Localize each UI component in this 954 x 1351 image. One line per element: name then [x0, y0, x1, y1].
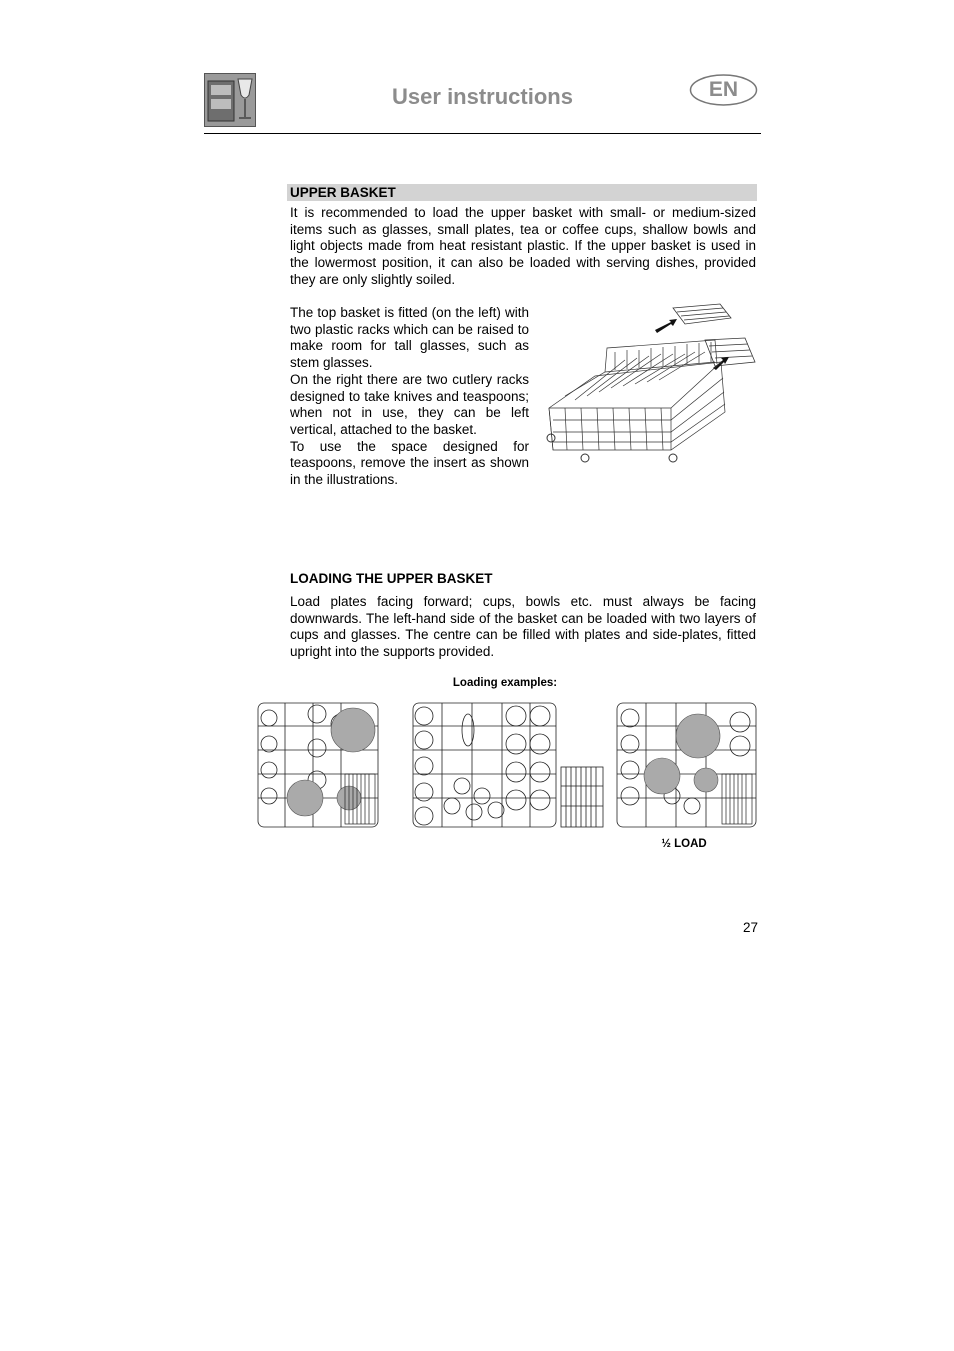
- loading-example-full-center: [412, 700, 557, 830]
- examples-caption: Loading examples:: [452, 677, 558, 689]
- intro-paragraph: It is recommended to load the upper basket with small- or medium-sized items such as glasses, small plates, tea or coffee cups, shallow bowls and light objects made from heat resistant plastic. If the upper basket is used in the lowermost position, it can also be loaded with serving dishes, provided they are only slightly soiled.: [290, 205, 756, 287]
- language-code: EN: [708, 78, 739, 101]
- loading-example-full-left: [257, 700, 379, 830]
- teaspoon-paragraph: To use the space designed for teaspoons, remove the insert as shown in the illustrations.: [290, 438, 529, 488]
- upper-basket-illustration: [545, 300, 758, 470]
- dishwasher-logo-icon: [204, 73, 256, 127]
- loading-paragraph: Load plates facing forward; cups, bowls etc. must always be facing downwards. The left-hand side of the basket can be loaded with two layers of cups and glasses. The centre can be filled with plates and side-plates, fitted upright into the supports provided.: [290, 594, 756, 660]
- cutlery-basket-example: [560, 766, 604, 828]
- section-heading-bar: [287, 184, 757, 201]
- page-number: 27: [742, 920, 758, 935]
- loading-heading: LOADING THE UPPER BASKET: [290, 571, 493, 586]
- loading-example-half-load: [616, 700, 757, 830]
- header-divider: [204, 133, 761, 134]
- side-text-block: [290, 305, 529, 489]
- section-heading: UPPER BASKET: [290, 185, 396, 200]
- header-title: User instructions: [392, 84, 573, 109]
- cutlery-paragraph: On the right there are two cutlery racks designed to take knives and teaspoons; when not in use, they can be left vertical, attached to the basket.: [290, 371, 529, 437]
- half-load-label: ½ LOAD: [661, 838, 707, 850]
- language-badge: [689, 73, 758, 107]
- racks-paragraph: The top basket is fitted (on the left) with two plastic racks which can be raised to make room for tall glasses, such as stem glasses.: [290, 305, 529, 371]
